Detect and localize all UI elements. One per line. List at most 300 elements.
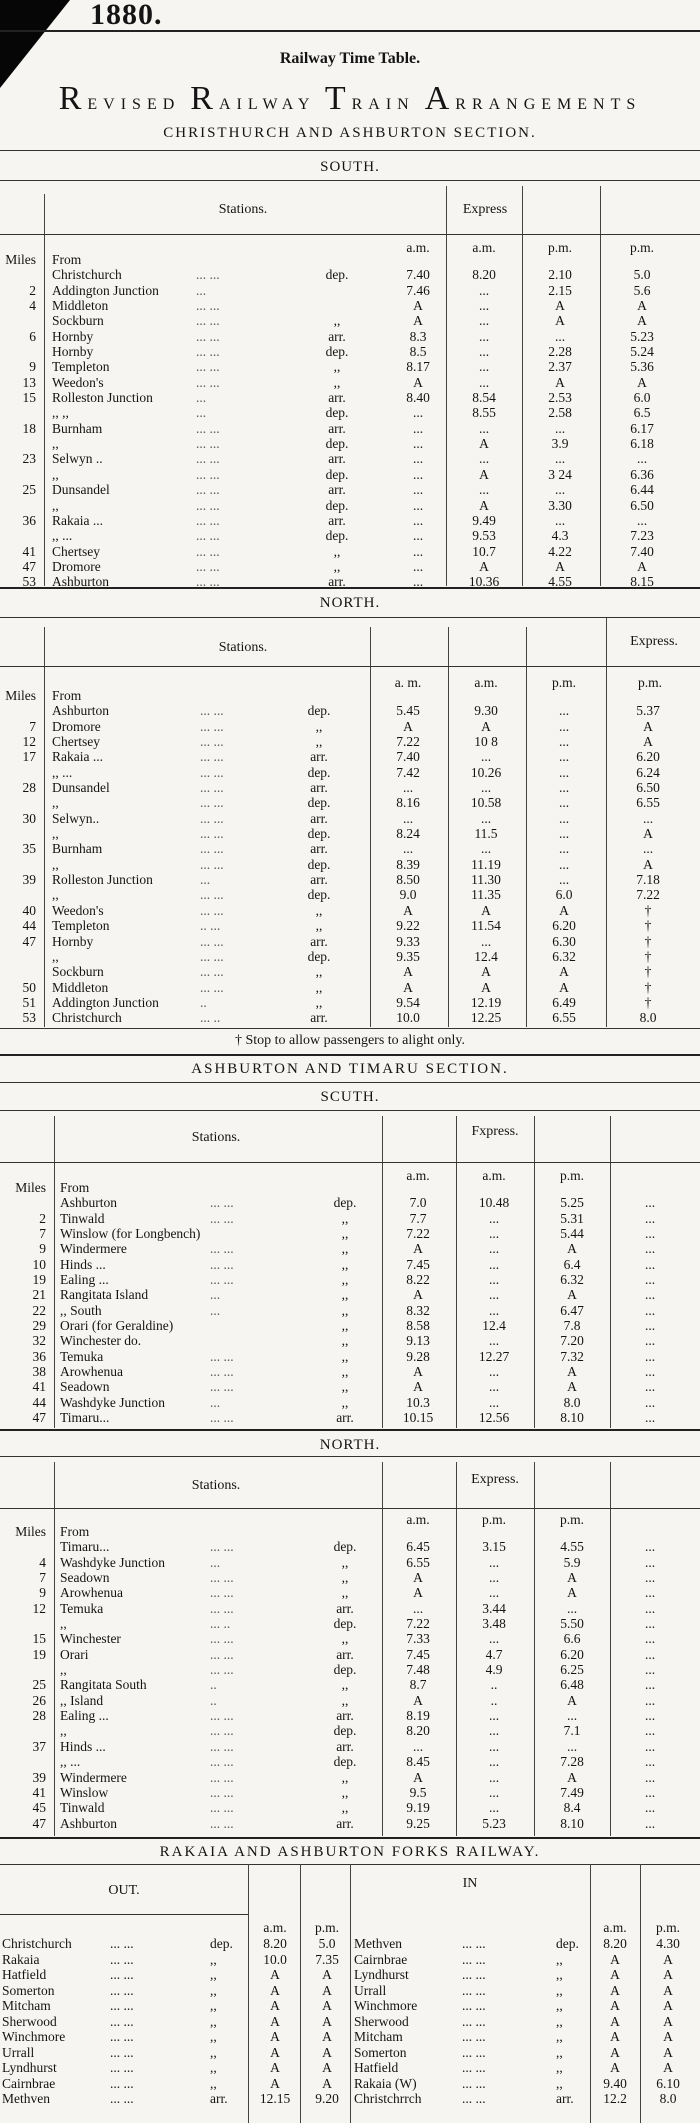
station-cell: Winchmore (354, 1998, 418, 2013)
time-cell: ... (644, 1585, 656, 1601)
dots-cell: ... ... (196, 482, 220, 498)
station-cell: Rakaia ... (52, 749, 103, 765)
station-cell: Weedon's (52, 902, 104, 918)
time-cell: A (413, 1769, 423, 1785)
time-cell: 8.55 (472, 405, 496, 421)
time-cell: 5.0 (318, 1936, 336, 1951)
time-cell: ... (644, 1333, 656, 1349)
table-row (0, 1524, 700, 1539)
table-row (0, 1379, 700, 1394)
time-cell: 5.0 (633, 267, 651, 283)
time-cell: 9.20 (315, 2091, 339, 2106)
time-cell: 11.35 (471, 887, 501, 903)
station-cell: Rakaia (W) (354, 2075, 417, 2091)
time-cell: 7.40 (406, 267, 430, 283)
dots-cell: ... ... (110, 2075, 134, 2091)
time-cell: 10 8 (474, 734, 498, 750)
arr-dep-cell: ,, (333, 543, 341, 559)
station-cell: Winslow (60, 1784, 109, 1800)
time-cell: ... (566, 1708, 578, 1724)
arr-dep-cell: ,, (556, 1982, 563, 1998)
time-cell: 8.54 (472, 390, 496, 406)
dots-cell: ... (200, 872, 211, 888)
time-cell: A (567, 1692, 577, 1708)
dots-cell: ... (196, 282, 207, 298)
dots-cell: ... ... (210, 1754, 234, 1770)
time-cell: A (567, 1585, 577, 1601)
arr-dep-cell: arr. (336, 1410, 354, 1426)
time-cell: 8.58 (406, 1318, 430, 1334)
s4-timetable-body (0, 1524, 700, 1831)
dots-cell: ... ... (196, 313, 220, 329)
dots-cell: ... ... (210, 1738, 234, 1754)
dots-cell: ... ... (462, 1998, 486, 2013)
arr-dep-cell: arr. (336, 1738, 354, 1754)
table-row (0, 498, 700, 513)
miles-cell: 22 (32, 1302, 46, 1318)
arr-dep-cell: ,, (341, 1394, 349, 1410)
table-row (0, 1226, 700, 1241)
dots-cell: .. (210, 1677, 217, 1693)
dots-cell: ... ... (210, 1539, 234, 1555)
time-cell: A (413, 313, 423, 329)
miles-cell: 7 (39, 1570, 46, 1586)
dots-cell: ... ... (200, 826, 224, 842)
dots-cell: ... ... (462, 2075, 486, 2091)
table-row (0, 359, 700, 374)
dots-cell: ... ... (210, 1662, 234, 1678)
table-row (0, 390, 700, 405)
station-cell: ,, ... (52, 764, 73, 780)
table-row (0, 283, 700, 298)
dots-cell: ... ... (200, 749, 224, 765)
rule (0, 234, 700, 235)
s5-header-row (0, 1920, 700, 1936)
table-row (0, 1539, 700, 1554)
time-cell: A (663, 1982, 673, 1998)
dots-cell: ... ... (196, 543, 220, 559)
time-cell: A (643, 734, 653, 750)
table-row (0, 298, 700, 313)
time-cell: ... (558, 780, 570, 796)
station-cell: ,, (52, 436, 59, 452)
time-cell: 6.18 (630, 436, 654, 452)
time-cell: 7.8 (563, 1318, 581, 1334)
dots-cell: ... ... (462, 1936, 486, 1951)
table-row (0, 451, 700, 466)
time-cell: 7.40 (630, 543, 654, 559)
time-cell: ... (644, 1226, 656, 1242)
time-cell: ... (558, 810, 570, 826)
time-cell: A (637, 313, 647, 329)
time-cell: 6.0 (555, 887, 573, 903)
time-cell: A (567, 1379, 577, 1395)
station-cell: Winchester do. (60, 1333, 142, 1349)
rule (0, 150, 700, 151)
station-cell: Hatfield (354, 2060, 399, 2075)
station-cell: Tinwald (60, 1210, 105, 1226)
table-row (0, 1585, 700, 1600)
table-row (0, 1967, 700, 1983)
christchurch-section-title: CHRISTHURCH AND ASHBURTON SECTION. (163, 125, 537, 141)
miles-cell: 51 (22, 994, 36, 1010)
station-cell: From (60, 1180, 90, 1195)
time-cell: 6.55 (636, 795, 660, 811)
dots-cell: ... ... (462, 1982, 486, 1998)
miles-cell: 35 (22, 841, 36, 857)
dots-cell: ... ... (110, 1982, 134, 1998)
station-cell: Lyndhurst (2, 2060, 57, 2075)
table-row (0, 1983, 700, 1999)
time-cell: ... (558, 795, 570, 811)
time-cell: 8.0 (563, 1394, 581, 1410)
time-cell: ... (478, 482, 490, 498)
station-cell: Arowhenua (60, 1364, 123, 1380)
time-cell: A (413, 1364, 423, 1380)
table-row (0, 749, 700, 764)
time-cell: 5.50 (560, 1616, 584, 1632)
station-cell: Winchester (60, 1631, 121, 1647)
time-cell: 7.46 (406, 282, 430, 298)
dots-cell: ... ... (200, 933, 224, 949)
arr-dep-cell: dep. (325, 466, 349, 482)
time-cell: A (322, 1982, 332, 1998)
time-cell: 6.48 (560, 1677, 584, 1693)
station-cell: Rangitata Island (60, 1287, 149, 1303)
time-cell: ... (644, 1784, 656, 1800)
time-cell: A (403, 979, 413, 995)
time-cell: ... (554, 512, 566, 528)
time-cell: 6.36 (630, 466, 654, 482)
miles-cell: 38 (32, 1364, 46, 1380)
table-row (0, 811, 700, 826)
time-cell: ... (554, 451, 566, 467)
time-cell: ... (636, 451, 648, 467)
dots-cell: ... ... (462, 1967, 486, 1982)
time-cell: ... (644, 1754, 656, 1770)
table-row (0, 1723, 700, 1738)
dots-cell: ... ... (200, 979, 224, 995)
time-cell: A (610, 2044, 620, 2060)
time-cell: ... (402, 841, 414, 857)
time-cell: 9.40 (603, 2075, 627, 2091)
time-cell: ... (412, 512, 424, 528)
arr-dep-cell: ,, (210, 2075, 217, 2091)
table-row (0, 2014, 700, 2030)
station-cell: Cairnbrae (354, 1951, 408, 1967)
time-cell: A (663, 2044, 673, 2060)
arr-dep-cell: ,, (210, 2060, 217, 2075)
time-cell: ... (488, 1226, 500, 1242)
time-cell: ... (488, 1287, 500, 1303)
time-cell: ... (558, 826, 570, 842)
dots-cell: ... ... (196, 267, 220, 283)
time-cell: A (567, 1769, 577, 1785)
dots-cell: ... (210, 1302, 221, 1318)
time-cell: 8.3 (409, 328, 427, 344)
time-cell: 12.19 (470, 994, 502, 1010)
station-cell: Templeton (52, 359, 110, 375)
arr-dep-cell: ,, (333, 374, 341, 390)
time-cell: ... (558, 703, 570, 719)
time-cell: A (403, 902, 413, 918)
time-cell: ... (488, 1723, 500, 1739)
miles-cell: 19 (32, 1646, 46, 1662)
dots-cell: ... ... (110, 1951, 134, 1967)
time-cell: A (322, 2060, 332, 2075)
time-cell: 10.48 (478, 1195, 510, 1211)
time-cell: 7.40 (396, 749, 420, 765)
s1-express-header: Express (462, 202, 508, 217)
time-cell: ... (488, 1333, 500, 1349)
s2-timetable-body (0, 688, 700, 1026)
rule (0, 1508, 700, 1509)
station-cell: Temuka (60, 1348, 104, 1364)
dots-cell: ... ... (210, 1272, 234, 1288)
time-cell: 7.42 (396, 764, 420, 780)
s4-express-header: Express. (471, 1472, 519, 1487)
table-row (0, 1349, 700, 1364)
time-cell: 6.50 (636, 780, 660, 796)
table-row (0, 559, 700, 574)
time-cell: 6.47 (560, 1302, 584, 1318)
arr-dep-cell: ,, (210, 2029, 217, 2044)
dots-cell: ... ... (210, 1256, 234, 1272)
arr-dep-cell: ,, (341, 1677, 349, 1693)
dots-cell: ... ... (196, 528, 220, 544)
time-cell: ... (644, 1379, 656, 1395)
table-row (0, 949, 700, 964)
dots-cell: ... ... (200, 764, 224, 780)
time-cell: 7.22 (636, 887, 660, 903)
station-cell: Seadown (60, 1379, 110, 1395)
dots-cell: ... ... (210, 1241, 234, 1257)
arr-dep-cell: dep. (325, 267, 349, 283)
time-header: a.m. (406, 1512, 430, 1527)
station-cell: Chertsey (52, 543, 100, 559)
time-cell: ... (412, 497, 424, 513)
arr-dep-cell: dep. (307, 795, 331, 811)
time-cell: 12.2 (603, 2091, 627, 2106)
time-cell: 7.49 (560, 1784, 584, 1800)
time-cell: A (643, 826, 653, 842)
station-cell: ,, (52, 826, 59, 842)
time-cell: 8.20 (406, 1723, 430, 1739)
station-cell: Ealing ... (60, 1708, 109, 1724)
miles-cell: 25 (22, 482, 36, 498)
dots-cell: ... ... (110, 2060, 134, 2075)
time-cell: A (481, 718, 491, 734)
time-cell: ... (412, 482, 424, 498)
miles-cell: 12 (32, 1600, 46, 1616)
dots-cell: ... ... (196, 359, 220, 375)
station-cell: ,, South (60, 1302, 102, 1318)
table-row (0, 1785, 700, 1800)
time-cell: ... (644, 1302, 656, 1318)
arr-dep-cell: ,, (315, 902, 323, 918)
time-cell: ... (412, 543, 424, 559)
station-cell: Addington Junction (52, 994, 159, 1010)
time-cell: ... (644, 1600, 656, 1616)
time-cell: ... (478, 374, 490, 390)
table-row (0, 1616, 700, 1631)
time-cell: ... (644, 1738, 656, 1754)
time-cell: A (322, 2013, 332, 2029)
station-cell: Rangitata South (60, 1677, 147, 1693)
station-cell: ,, Island (60, 1692, 104, 1708)
table-row (0, 2045, 700, 2061)
time-cell: 5.36 (630, 359, 654, 375)
out-header: OUT. (108, 1883, 140, 1898)
time-cell: 6.0 (633, 390, 651, 406)
time-cell: A (413, 1379, 423, 1395)
s3-direction-title: SCUTH. (320, 1089, 380, 1105)
station-cell: ,, ... (60, 1754, 81, 1770)
miles-cell: 23 (22, 451, 36, 467)
miles-cell: 17 (22, 749, 36, 765)
time-cell: 3 24 (548, 466, 572, 482)
station-cell: From (52, 252, 82, 267)
rule (0, 1082, 700, 1083)
arr-dep-cell: arr. (310, 780, 328, 796)
time-cell: ... (644, 1616, 656, 1632)
arr-dep-cell: arr. (310, 810, 328, 826)
dots-cell: ... ... (210, 1195, 234, 1211)
time-cell: 6.30 (552, 933, 576, 949)
miles-cell: 41 (32, 1379, 46, 1395)
table-row (0, 329, 700, 344)
time-cell: 7.20 (560, 1333, 584, 1349)
table-row (0, 1364, 700, 1379)
miles-cell: 7 (39, 1226, 46, 1242)
time-cell: ... (644, 1364, 656, 1380)
table-row (0, 1410, 700, 1425)
station-cell: Middleton (52, 298, 109, 314)
arr-dep-cell: ,, (333, 313, 341, 329)
time-cell: ... (412, 1738, 424, 1754)
time-cell: 10.26 (470, 764, 502, 780)
station-cell: Selwyn .. (52, 451, 103, 467)
miles-cell: 44 (32, 1394, 46, 1410)
time-cell: 7.22 (396, 734, 420, 750)
time-cell: ... (488, 1585, 500, 1601)
time-header: p.m. (559, 1512, 584, 1527)
station-cell: Hatfield (2, 1967, 47, 1982)
time-cell: ... (412, 466, 424, 482)
arr-dep-cell: ,, (341, 1692, 349, 1708)
time-cell: ... (478, 298, 490, 314)
time-cell: 6.20 (552, 918, 576, 934)
time-cell: ... (488, 1784, 500, 1800)
miles-cell: 47 (32, 1815, 46, 1831)
station-cell: Rakaia (2, 1951, 40, 1967)
time-cell: 10.15 (402, 1410, 434, 1426)
miles-cell: 41 (22, 543, 36, 559)
rule (0, 1054, 700, 1056)
table-row (0, 980, 700, 995)
time-cell: ... (412, 405, 424, 421)
arr-dep-cell: ,, (341, 1800, 349, 1816)
time-cell: 3.44 (482, 1600, 506, 1616)
station-cell: Hornby (52, 933, 94, 949)
time-cell: ... (566, 1738, 578, 1754)
time-cell: ... (644, 1723, 656, 1739)
table-row (0, 1647, 700, 1662)
time-cell: 6.55 (552, 1010, 576, 1026)
time-cell: A (481, 979, 491, 995)
time-cell: 5.6 (633, 282, 651, 298)
miles-cell: 9 (39, 1241, 46, 1257)
time-cell: 6.20 (560, 1646, 584, 1662)
time-header: p.m. (655, 1920, 680, 1935)
dots-cell: ... ... (110, 1998, 134, 2013)
time-cell: 5.25 (560, 1195, 584, 1211)
time-cell: A (481, 964, 491, 980)
arr-dep-cell: dep. (307, 703, 331, 719)
station-cell: Tinwald (60, 1800, 105, 1816)
dots-cell: ... ... (210, 1784, 234, 1800)
station-cell: Ashburton (60, 1815, 117, 1831)
miles-cell: Miles (15, 1180, 46, 1195)
time-cell: A (270, 1967, 280, 1982)
arr-dep-cell: ,, (556, 1967, 563, 1982)
time-cell: 7.0 (409, 1195, 427, 1211)
time-header: a.m. (472, 240, 496, 255)
time-cell: 8.5 (409, 344, 427, 360)
s1-stations-header: Stations. (218, 202, 268, 217)
time-cell: 8.0 (659, 2091, 677, 2106)
time-cell: ... (644, 1646, 656, 1662)
station-cell: Ealing ... (60, 1272, 109, 1288)
arr-dep-cell: dep. (325, 405, 349, 421)
arr-dep-cell: ,, (341, 1272, 349, 1288)
arr-dep-cell: dep. (333, 1195, 357, 1211)
arr-dep-cell: dep. (325, 528, 349, 544)
station-cell: Orari (60, 1646, 89, 1662)
miles-cell: 47 (22, 558, 36, 574)
dots-cell: ... ... (110, 2013, 134, 2029)
arr-dep-cell: dep. (325, 497, 349, 513)
time-cell: A (413, 1692, 423, 1708)
time-cell: ... (488, 1570, 500, 1586)
time-cell: 8.20 (603, 1936, 627, 1951)
time-cell: ... (480, 810, 492, 826)
arr-dep-cell: ,, (556, 1998, 563, 2013)
table-row (0, 765, 700, 780)
time-cell: A (413, 298, 423, 314)
table-row (0, 719, 700, 734)
time-cell: ... (480, 780, 492, 796)
dots-cell: ... ... (210, 1210, 234, 1226)
time-cell: A (413, 1241, 423, 1257)
arr-dep-cell: ,, (315, 964, 323, 980)
time-cell: 12.4 (482, 1318, 506, 1334)
dots-cell: ... ... (210, 1570, 234, 1586)
dots-cell: ... ... (210, 1646, 234, 1662)
time-cell: A (479, 558, 489, 574)
dots-cell: ... ... (200, 734, 224, 750)
time-cell: ... (412, 558, 424, 574)
station-cell: Arowhenua (60, 1585, 123, 1601)
time-cell: 3.9 (551, 436, 569, 452)
alight-note: † Stop to allow passengers to alight only. (234, 1033, 466, 1048)
miles-cell: 4 (29, 298, 36, 314)
miles-cell: 15 (22, 390, 36, 406)
time-cell: ... (642, 810, 654, 826)
time-cell: ... (478, 344, 490, 360)
miles-cell: 29 (32, 1318, 46, 1334)
table-row (0, 1998, 700, 2014)
